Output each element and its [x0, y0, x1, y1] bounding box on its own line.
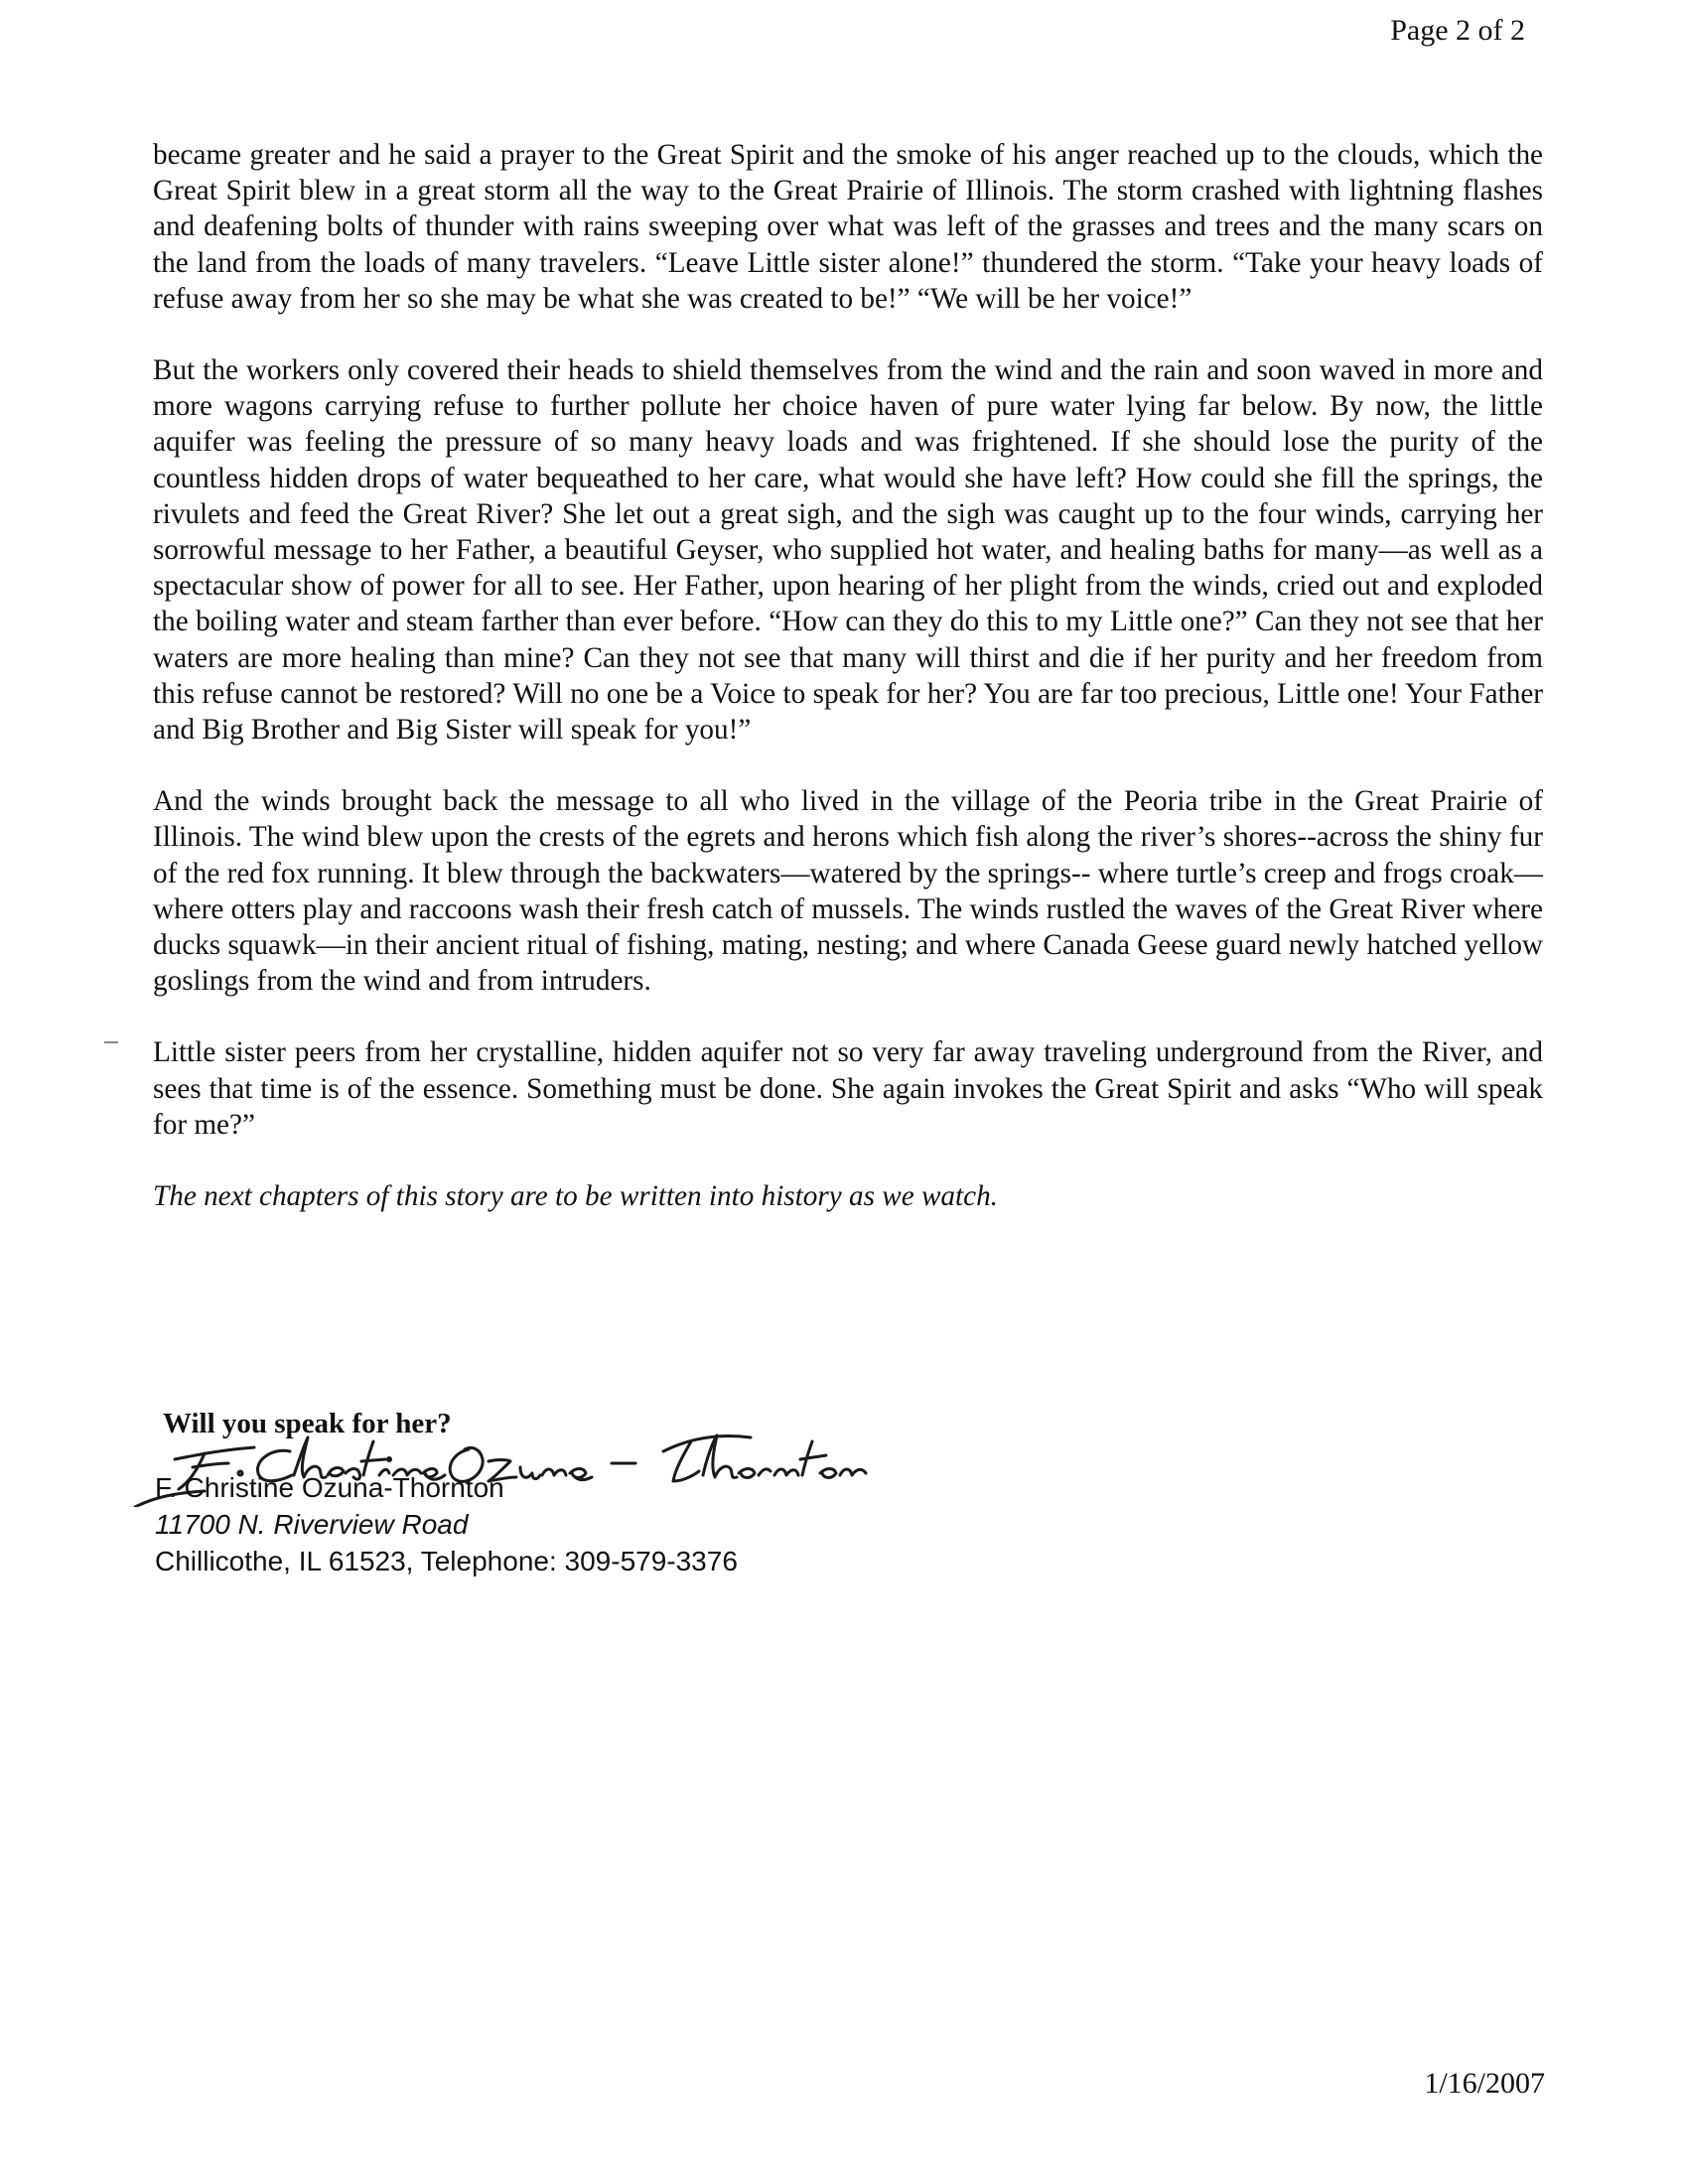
paragraph-2: But the workers only covered their heads to shield themselves from the wind and the rain and soon waved in more and more wagons carrying refuse to further pollute her choice haven of pure water lying far below. By now, the little aquifer was feeling the pressure of so many heavy loads and was frightened. If she should lose the purity of the countless hidden drops of water bequeathed to her care, what would she have left? How could she fill the springs, the rivulets and feed the Great River? She let out a great sigh, and the sigh was caught up to the four winds, carrying her sorrowful message to her Father, a beautiful Geyser, who supplied hot water, and healing baths for many—as well as a spectacular show of power for all to see. Her Father, upon hearing of her plight from the winds, cried out and exploded the boiling water and steam farther than ever before. “How can they do this to my Little one?” Can they not see that her waters are more healing than mine? Can they not see that many will thirst and die if her purity and her freedom from this refuse cannot be restored? Will no one be a Voice to speak for her? You are far too precious, Little one! Your Father and Big Brother and Big Sister will speak for you!” [153, 354, 1543, 747]
signature-question: Will you speak for her? [163, 1408, 452, 1439]
signer-name: F. Christine Ozuna-Thornton [155, 1472, 504, 1503]
paragraph-4: Little sister peers from her crystalline, hidden aquifer not so very far away traveling underground from the River, and sees that time is of the essence. Something must be done. She again invokes the Great Spirit and asks “Who will speak for me?” [153, 1036, 1543, 1141]
signature-block [155, 1408, 1148, 1606]
address-line: 11700 N. Riverview Road [155, 1509, 469, 1540]
signature-text [155, 1469, 738, 1579]
city-phone-line: Chillicothe, IL 61523, Telephone: 309-579-3376 [155, 1546, 738, 1576]
paragraph-3: And the winds brought back the message to all who lived in the village of the Peoria tribe in the Great Prairie of Illinois. The wind blew upon the crests of the egrets and herons which fish along the river’s shores--across the shiny fur of the red fox running. It blew through the backwaters—watered by the springs-- where turtle’s creep and frogs croak—where otters play and raccoons wash their fresh catch of mussels. The winds rustled the waves of the Great River where ducks squawk—in their ancient ritual of fishing, mating, nesting; and where Canada Geese guard newly hatched yellow goslings from the wind and from intruders. [153, 785, 1543, 998]
page-number: Page 2 of 2 [1390, 14, 1525, 47]
margin-mark [104, 1041, 118, 1043]
closing-line: The next chapters of this story are to be written into history as we watch. [153, 1180, 998, 1213]
footer-date: 1/16/2007 [1424, 2067, 1545, 2100]
paragraph-1: became greater and he said a prayer to the Great Spirit and the smoke of his anger reached up to the clouds, which the Great Spirit blew in a great storm all the way to the Great Prairie of Illinois. The storm crashed with lightning flashes and deafening bolts of thunder with rains sweeping over what was left of the grasses and trees and the many scars on the land from the loads of many travelers. “Leave Little sister alone!” thundered the storm. “Take your heavy loads of refuse away from her so she may be what she was created to be!” “We will be her voice!” [153, 139, 1543, 315]
letter-body [153, 137, 1543, 1254]
